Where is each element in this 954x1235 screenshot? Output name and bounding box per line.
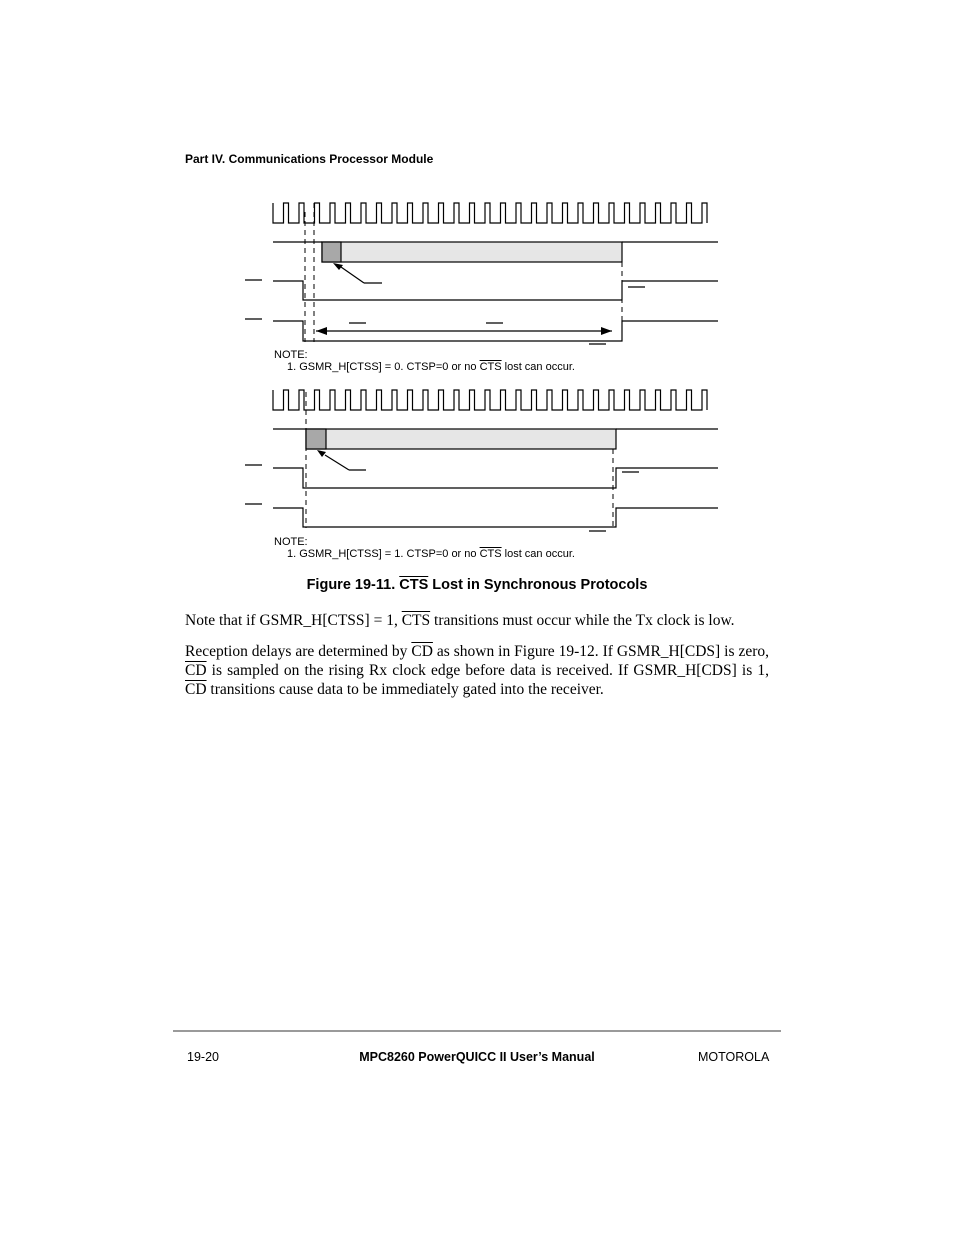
page-number: 19-20 (187, 1050, 219, 1064)
note-1 (274, 349, 575, 373)
clock-waveform-1 (273, 203, 707, 223)
running-header: Part IV. Communications Processor Module (185, 152, 434, 166)
clock-waveform-2 (273, 390, 707, 410)
note-1-label: NOTE: (274, 349, 308, 361)
timing-diagram (0, 0, 954, 600)
diagram-1 (245, 242, 718, 344)
diagram-1-markers (305, 203, 622, 342)
note-2 (274, 536, 575, 560)
body-paragraph-2: Reception delays are determined by $\overline{CD}$ as shown in Figure 19-12. If GSMR_H[CDS] is zero, $\overline{CD}$ is sampled on the rising Rx clock edge before data is received. If GSMR_H[CDS] is 1, $\overline{CD}$ transitions cause data to be immediately gated into the receiver. (185, 643, 769, 698)
footer-rule (173, 1030, 781, 1032)
company-name: MOTOROLA (698, 1050, 770, 1064)
body-paragraph-1: Note that if GSMR_H[CTSS] = 1, $\overline{CTS}$ transitions must occur while the Tx clock is low. (185, 612, 735, 629)
note-2-text: 1. GSMR_H[CTSS] = 1. CTSP=0 or no $\overline{CTS}$ lost can occur. (287, 548, 575, 560)
note-1-text: 1. GSMR_H[CTSS] = 0. CTSP=0 or no $\overline{CTS}$ lost can occur. (287, 361, 575, 373)
manual-title: MPC8260 PowerQUICC II User’s Manual (359, 1050, 595, 1064)
diagram-2 (245, 429, 718, 531)
diagram-2-markers (306, 392, 613, 528)
figure-caption: Figure 19-11. $\overline{CTS}$ Lost in Synchronous Protocols (306, 577, 648, 593)
note-2-label: NOTE: (274, 536, 308, 548)
